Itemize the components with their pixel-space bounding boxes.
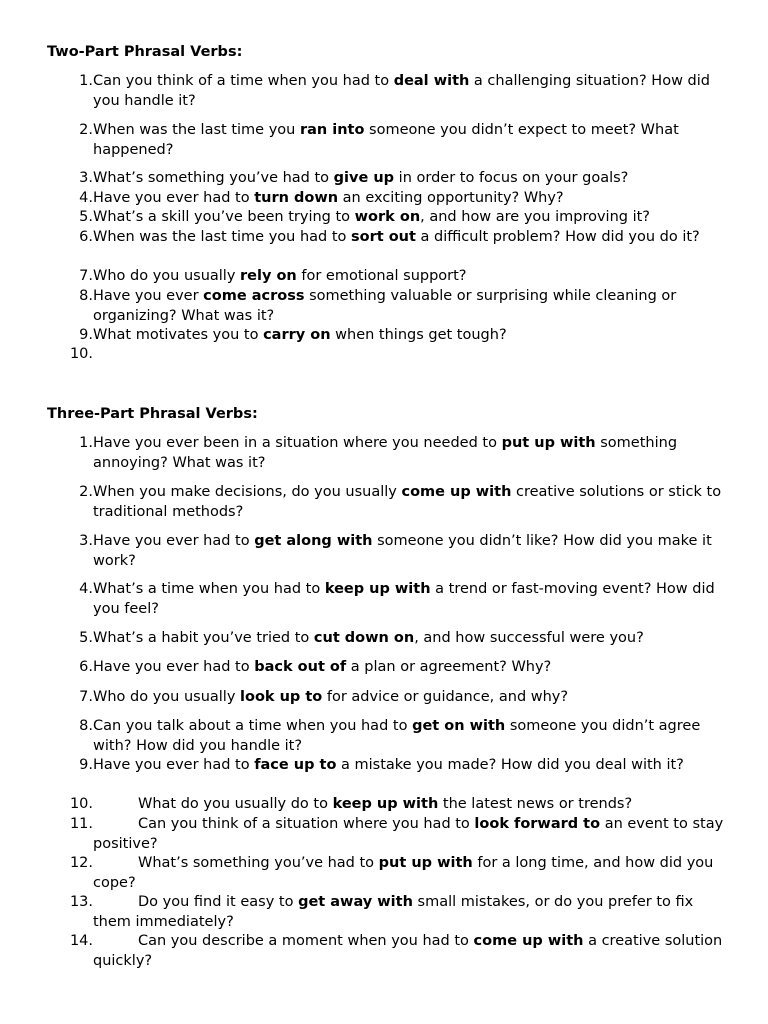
item-number: 5. [79, 630, 93, 646]
list-item [47, 483, 727, 522]
item-text: someone you didn’t like? How did you make it work? [93, 533, 712, 569]
item-text: Have you ever had to [93, 533, 255, 549]
item-text: Can you think of a time when you had to [93, 73, 394, 89]
item-number: 12. [69, 855, 93, 871]
item-text: a trend or fast-moving event? How did you feel? [93, 581, 715, 617]
list-item [47, 532, 727, 571]
item-text: Who do you usually [93, 268, 241, 284]
list-item [47, 169, 727, 189]
list-item [47, 893, 727, 932]
item-text: something valuable or surprising while cleaning or organizing? What was it? [93, 288, 677, 324]
item-text: the latest news or trends? [438, 796, 633, 812]
list-item [47, 267, 727, 287]
item-number: 4. [79, 581, 93, 597]
item-text: when things get tough? [330, 327, 507, 343]
list-item [47, 688, 727, 708]
item-number: 9. [79, 757, 93, 773]
item-number: 3. [79, 170, 93, 186]
list-item [47, 629, 727, 649]
list-item [47, 326, 727, 346]
phrasal-verb: carry on [263, 327, 331, 343]
list-item [47, 228, 727, 248]
item-text: , and how successful were you? [414, 630, 644, 646]
phrasal-verb: turn down [254, 190, 339, 206]
item-number: 1. [79, 73, 93, 89]
item-number: 10. [69, 796, 93, 812]
item-text: When you make decisions, do you usually [93, 484, 402, 500]
phrasal-verb: give up [333, 170, 395, 186]
item-number: 11. [69, 816, 93, 832]
item-text: an exciting opportunity? Why? [338, 190, 564, 206]
item-text: Have you ever had to [93, 190, 255, 206]
phrasal-verb: face up to [254, 757, 337, 773]
phrasal-verb: work on [354, 209, 421, 225]
item-text: for a long time, and how did you cope? [93, 855, 714, 891]
list-item [47, 854, 727, 893]
list-item [47, 434, 727, 473]
item-number: 1. [79, 435, 93, 451]
item-text: Do you find it easy to [138, 894, 299, 910]
phrasal-verb: come up with [401, 484, 512, 500]
item-text: Have you ever been in a situation where you needed to [93, 435, 502, 451]
item-number: 3. [79, 533, 93, 549]
phrasal-verb: come across [203, 288, 305, 304]
list-item [47, 580, 727, 619]
item-text: someone you didn’t agree with? How did you handle it? [93, 718, 701, 754]
item-number: 6. [79, 659, 93, 675]
list-item [47, 756, 727, 776]
item-text: What’s a time when you had to [93, 581, 325, 597]
item-number: 10. [69, 346, 93, 362]
phrasal-verb: sort out [351, 229, 416, 245]
item-number: 2. [79, 122, 93, 138]
phrasal-verb: get along with [254, 533, 373, 549]
list-item [47, 795, 727, 815]
phrasal-verb: cut down on [313, 630, 415, 646]
item-text: Have you ever had to [93, 659, 255, 675]
item-number: 13. [69, 894, 93, 910]
phrasal-verb: look up to [240, 689, 323, 705]
list-item [47, 121, 727, 160]
phrasal-verb: keep up with [324, 581, 431, 597]
item-number: 14. [69, 933, 93, 949]
item-text: When was the last time you [93, 122, 300, 138]
item-text: a challenging situation? How did you handle it? [93, 73, 710, 109]
item-number: 7. [79, 689, 93, 705]
item-text: Can you talk about a time when you had to [93, 718, 413, 734]
item-text: What’s something you’ve had to [93, 170, 334, 186]
item-text: an event to stay positive? [93, 816, 724, 852]
list-item [47, 189, 727, 209]
phrasal-verb: back out of [254, 659, 347, 675]
phrasal-verb: keep up with [332, 796, 439, 812]
item-text: Who do you usually [93, 689, 241, 705]
item-text: creative solutions or stick to traditional methods? [93, 484, 722, 520]
item-text: What’s a skill you’ve been trying to [93, 209, 355, 225]
section-heading-three-part: Three-Part Phrasal Verbs: [47, 406, 258, 422]
item-text: Have you ever [93, 288, 204, 304]
phrasal-verb: rely on [240, 268, 297, 284]
item-text: someone you didn’t expect to meet? What happened? [93, 122, 679, 158]
item-text: What’s something you’ve had to [138, 855, 379, 871]
item-text: When was the last time you had to [93, 229, 351, 245]
item-text: for advice or guidance, and why? [322, 689, 569, 705]
item-text: a creative solution quickly? [93, 933, 723, 969]
item-number: 5. [79, 209, 93, 225]
section-heading-two-part: Two-Part Phrasal Verbs: [47, 44, 243, 60]
item-number: 6. [79, 229, 93, 245]
item-text: What’s a habit you’ve tried to [93, 630, 314, 646]
item-text: something annoying? What was it? [93, 435, 678, 471]
phrasal-verb: put up with [501, 435, 596, 451]
item-text: a difficult problem? How did you do it? [415, 229, 700, 245]
item-text: small mistakes, or do you prefer to fix them immediately? [93, 894, 694, 930]
phrasal-verb: ran into [299, 122, 365, 138]
list-item [47, 287, 727, 326]
item-number: 7. [79, 268, 93, 284]
list-item [47, 72, 727, 111]
list-item [47, 208, 727, 228]
item-text: What do you usually do to [138, 796, 333, 812]
item-text: for emotional support? [296, 268, 467, 284]
item-text: Can you think of a situation where you had to [138, 816, 475, 832]
item-text: a mistake you made? How did you deal with it? [336, 757, 684, 773]
list-item [47, 932, 727, 971]
phrasal-verb: deal with [393, 73, 470, 89]
phrasal-verb: put up with [378, 855, 473, 871]
item-text: What motivates you to [93, 327, 264, 343]
phrasal-verb: get on with [412, 718, 506, 734]
list-item [47, 658, 727, 678]
item-text: Can you describe a moment when you had to [138, 933, 474, 949]
item-number: 2. [79, 484, 93, 500]
item-text: Have you ever had to [93, 757, 255, 773]
phrasal-verb: look forward to [474, 816, 601, 832]
phrasal-verb: get away with [298, 894, 413, 910]
phrasal-verb: come up with [473, 933, 584, 949]
item-text: in order to focus on your goals? [394, 170, 629, 186]
item-number: 8. [79, 288, 93, 304]
list-item [47, 815, 727, 854]
item-text: , and how are you improving it? [420, 209, 650, 225]
item-number: 9. [79, 327, 93, 343]
item-number: 8. [79, 718, 93, 734]
list-item [47, 717, 727, 756]
item-number: 4. [79, 190, 93, 206]
item-text: a plan or agreement? Why? [346, 659, 552, 675]
